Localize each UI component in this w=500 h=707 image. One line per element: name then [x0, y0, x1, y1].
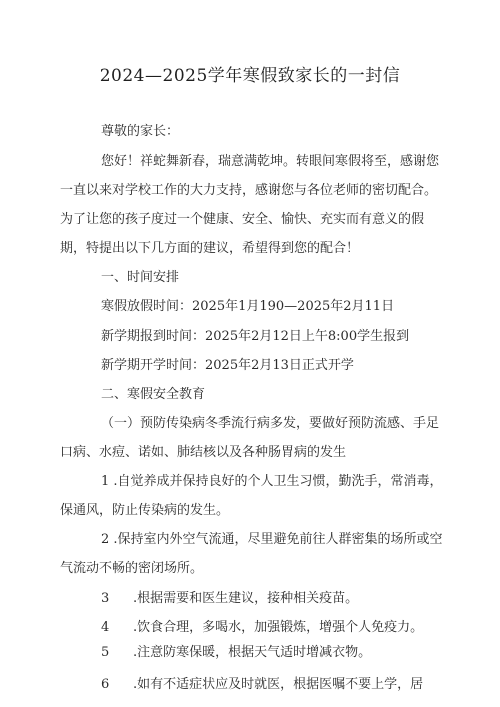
item-text: .饮食合理，多喝水，加强锻炼，增强个人免疫力。	[133, 620, 424, 635]
section1-heading: 一、时间安排	[101, 270, 180, 285]
item-text: .注意防寒保暖，根据天气适时增减衣物。	[133, 645, 372, 660]
sub1-line-1: （一）预防传染病冬季流行病多发，要做好预防流感、手足	[101, 416, 440, 431]
intro-line-1: 您好！祥蛇舞新春，瑞意满乾坤。转眼间寒假将至，感谢您	[101, 154, 440, 169]
intro-line-2: 一直以来对学校工作的大力支持，感谢您与各位老师的密切配合。	[60, 183, 438, 198]
list-item-6	[101, 673, 423, 692]
list-item-3	[101, 587, 358, 606]
list-item-5	[101, 641, 371, 660]
item-number: 3	[101, 591, 110, 606]
item-text: .如有不适症状应及时就医，根据医嘱不要上学，居	[133, 677, 424, 692]
item-number: 5	[101, 645, 110, 660]
item-number: 4	[101, 620, 110, 635]
intro-line-4: 期，特提出以下几方面的建议，希望得到您的配合！	[60, 241, 360, 256]
item2-line-1: 2 .保持室内外空气流通，尽里避免前往人群密集的场所或空	[101, 532, 443, 547]
school-start-line: 新学期开学时间：2025年2月13日正式开学	[101, 358, 354, 373]
item2-line-2: 气流动不畅的密闭场所。	[60, 561, 204, 576]
registration-line: 新学期报到时间：2025年2月12日上午8:00学生报到	[101, 329, 410, 344]
item-number: 6	[101, 677, 110, 692]
vacation-start-line: 寒假放假时间：2025年1月190—2025年2月11日	[101, 299, 395, 314]
item1-line-1: 1 .自觉养成并保持良好的个人卫生习惯，勤洗手，常消毒，	[101, 474, 443, 489]
sub1-line-2: 口病、水痘、诺如、肺结核以及各种肠胃病的发生	[60, 445, 347, 460]
item-text: .根据需要和医生建议，接种相关疫苗。	[133, 591, 359, 606]
list-item-4	[101, 616, 423, 635]
page-title: 2024—2025学年寒假致家长的一封信	[99, 66, 401, 86]
item1-line-2: 保通风，防止传染病的发生。	[60, 503, 230, 518]
section2-heading: 二、寒假安全教育	[101, 387, 206, 402]
intro-line-3: 为了让您的孩子度过一个健康、安全、愉快、充实而有意义的假	[60, 212, 425, 227]
salutation: 尊敬的家长：	[101, 124, 180, 139]
